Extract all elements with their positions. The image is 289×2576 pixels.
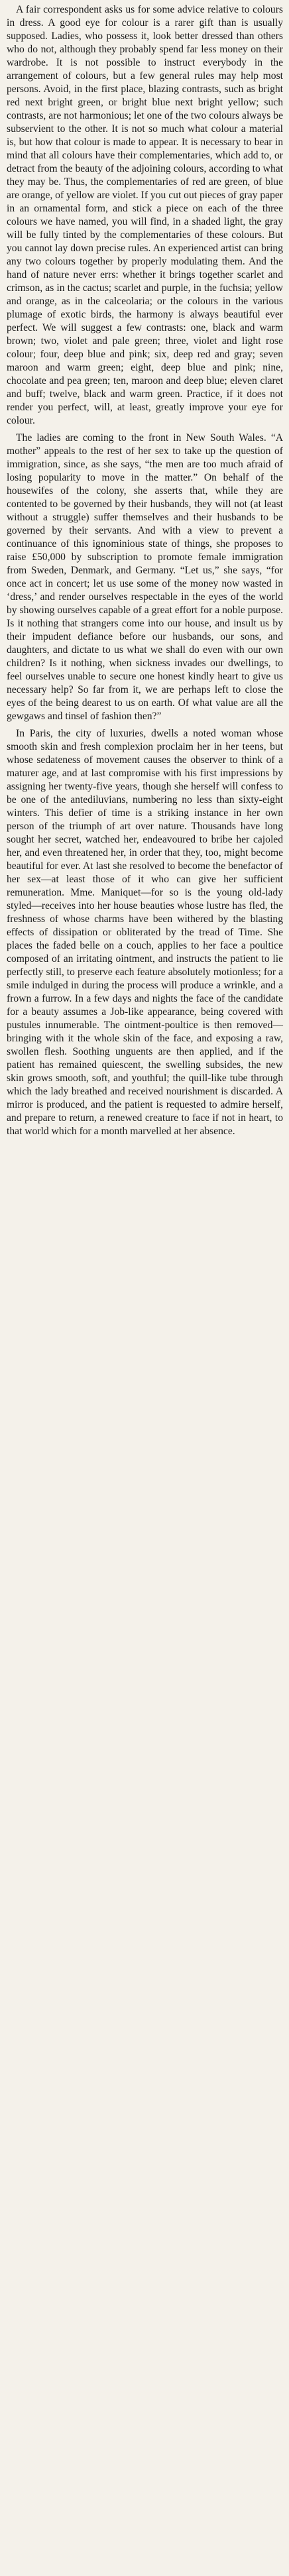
article-body <box>7 3 283 1138</box>
paragraph-new-south-wales: The ladies are coming to the front in New South Wales. “A mother” appeals to the rest of her sex to take up the question of immigration, since, as she says, “the men are too much afraid of losing popularity to move in the matter.” On behalf of the housewifes of the colony, she asserts that, while they are contented to be governed by their husbands, they will not (at least without a struggle) suffer themselves and their husbands to be governed by their servants. And with a view to prevent a continuance of this ignominious state of things, she proposes to raise £50,000 by subscription to promote female immigration from Sweden, Denmark, and Germany. “Let us,” she says, “for once act in concert; let us use some of the money now wasted in ‘dress,’ and render ourselves respectable in the eyes of the world by showing ourselves capable of a great effort for a noble purpose. Is it nothing that strangers come into our house, and insult us by their impudent defiance before our husbands, our sons, and daughters, and dictate to us what we shall do even with our own children? Is it nothing, when sickness invades our dwellings, to feel ourselves unable to secure one honest kindly heart to give us necessary help? So far from it, we are perhaps left to close the eyes of the being dearest to us on earth. Of what value are all the gewgaws and tinsel of fashion then?” <box>7 432 283 722</box>
paragraph-colours-in-dress: A fair correspondent asks us for some advice relative to colours in dress. A good eye for colour is a rarer gift than is usually supposed. Ladies, who possess it, look better dressed than others who do not, although they probably spend far less money on their wardrobe. It is not possible to instruct everybody in the arrangement of colours, but a few general rules may help most persons. Avoid, in the first place, blazing contrasts, such as bright red next bright green, or bright blue next bright yellow; such contrasts, are not harmonious; let one of the two colours always be subservient to the other. It is not so much what colour a material is, but how that colour is made to appear. It is necessary to bear in mind that all colours have their complementaries, which add to, or detract from the beauty of the adjoining colours, according to what they may be. Thus, the complementaries of red are green, of blue are orange, of yellow are violet. If you cut out pieces of gray paper in an ornamental form, and stick a piece on each of the three colours we have named, you will find, in a shaded light, the gray will be fully tinted by the complementaries of these colours. But you cannot lay down precise rules. An experienced artist can bring any two colours together by properly modulating them. And the hand of nature never errs: whether it brings together scarlet and crimson, as in the cactus; scarlet and purple, in the fuchsia; yellow and orange, as in the calceolaria; or the colours in the various plumage of exotic birds, the harmony is always beautiful ever perfect. We will suggest a few contrasts: one, black and warm brown; two, violet and pale green; three, violet and light rose colour; four, deep blue and pink; six, deep red and gray; seven maroon and warm green; eight, deep blue and pink; nine, chocolate and pea green; ten, maroon and deep blue; eleven claret and buff; twelve, black and warm green. Practice, if it does not render you perfect, will, at least, greatly improve your eye for colour. <box>7 4 283 426</box>
ladies-column <box>7 3 283 1138</box>
paragraph-paris-beauty: In Paris, the city of luxuries, dwells a noted woman whose smooth skin and fresh complexion proclaim her in her teens, but whose sedateness of movement causes the observer to think of a maturer age, and at last compromise with his first impressions by assigning her twenty-five years, though she herself will confess to be one of the antediluvians, numbering no less than sixty-eight winters. This defier of time is a striking instance in her own person of the triumph of art over nature. Thousands have long sought her secret, watched her, endeavoured to bribe her cajoled her, and even threatened her, in order that they, too, might become beautiful for ever. At last she resolved to become the benefactor of her sex—at least those of it who can give her sufficient remuneration. Mme. Maniquet—for so is the young old-lady styled—receives into her house beauties whose lustre has fled, the freshness of whose charms have been withered by the blasting effects of dissipation or obliterated by the tread of Time. She places the faded belle on a couch, applies to her face a poultice composed of an irritating ointment, and instructs the patient to lie perfectly still, to preserve each feature absolutely motionless; for a smile indulged in during the process will produce a wrinkle, and a frown a furrow. In a few days and nights the face of the candidate for a beauty assumes a Job-like appearance, being covered with pustules innumerable. The ointment-poultice is then removed—bringing with it the whole skin of the face, and exposing a raw, swollen flesh. Soothing unguents are then applied, and if the patient has remained quiescent, the swelling subsides, the new skin grows smooth, soft, and youthful; the quill-like tube through which the lady breathed and received nourishment is discarded. A mirror is produced, and the patient is requested to admire herself, and prepare to return, a renewed creature to face if not in heart, to that world which for a month marvelled at her absence. <box>7 728 283 1137</box>
